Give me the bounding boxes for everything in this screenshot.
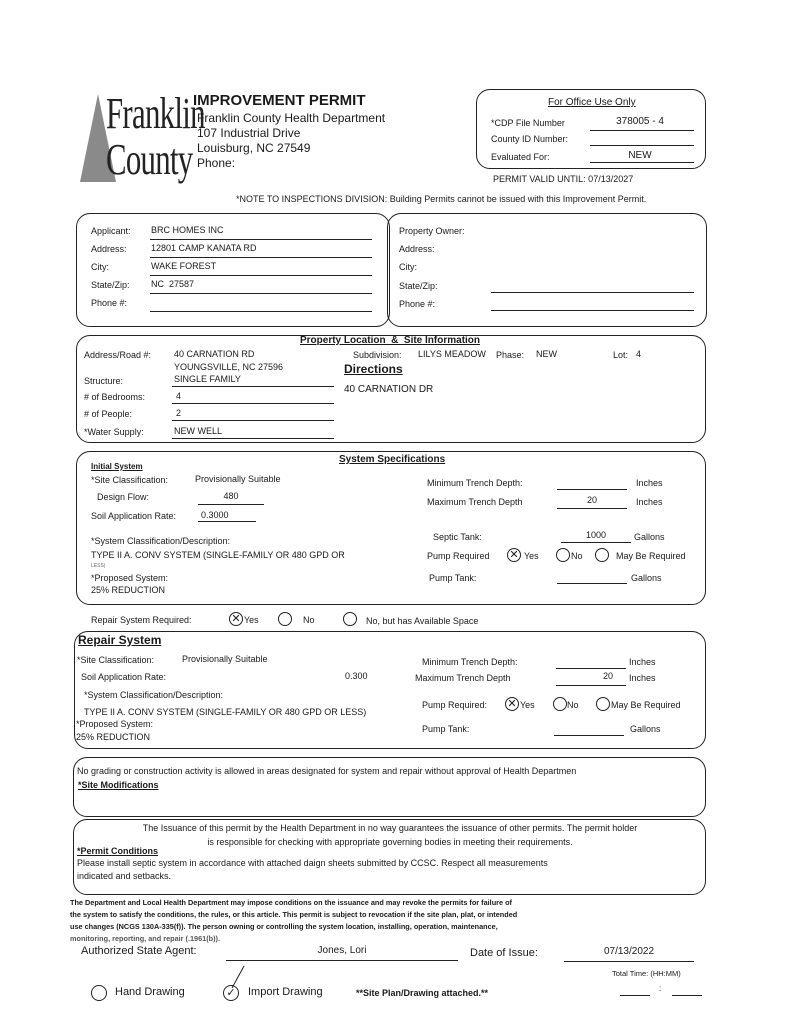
import-drawing-radio[interactable]: ✓ [223,985,239,1001]
repair-site-class-value: Provisionally Suitable [182,654,268,664]
address-road-line1: 40 CARNATION RD [174,349,255,359]
design-flow-value: 480 [223,491,239,501]
septic-tank-value: 1000 [585,530,607,540]
repair-no-radio[interactable] [278,612,292,626]
total-time-minutes-line [672,995,702,996]
people-label: # of People: [84,409,133,419]
date-of-issue-value: 07/13/2022 [603,946,655,957]
max-trench-value: 20 [586,495,597,505]
owner-address-label: Address: [399,244,435,254]
bedrooms-label: # of Bedrooms: [84,392,146,402]
repair-pump-maybe-label: May Be Required [611,700,681,710]
owner-label: Property Owner: [399,226,465,236]
repair-pump-tank-label: Pump Tank: [422,724,470,734]
system-specs-heading: System Specifications [339,454,446,465]
repair-min-trench-label: Minimum Trench Depth: [422,657,518,667]
site-class-label: *Site Classification: [91,475,169,485]
max-trench-label: Maximum Trench Depth [427,497,523,507]
pump-maybe-label: May Be Required [616,551,686,561]
bedrooms-line [172,403,334,404]
repair-max-trench-label: Maximum Trench Depth [415,673,511,683]
structure-value: SINGLE FAMILY [174,374,241,384]
min-trench-label: Minimum Trench Depth: [427,478,523,488]
soil-rate-line [198,521,256,522]
department-city: Louisburg, NC 27549 [197,141,311,155]
repair-proposed-value: 25% REDUCTION [76,732,151,742]
septic-tank-label: Septic Tank: [433,532,482,542]
pump-maybe-radio[interactable] [595,548,609,562]
phase-label: Phase: [496,350,525,360]
lot-label: Lot: [613,350,629,360]
applicant-address-label: Address: [91,244,127,254]
directions-value: 40 CARNATION DR [344,384,434,395]
applicant-phone-line [150,311,372,312]
legal-line-4: monitoring, reporting, and repair (.1961(b)). [70,934,221,943]
min-trench-unit: Inches [636,478,663,488]
county-id-line [590,145,694,146]
evaluated-for-label: Evaluated For: [491,152,550,162]
soil-rate-label: Soil Application Rate: [91,511,177,521]
pump-yes-radio[interactable]: ✕ [507,548,521,562]
repair-available-space-label: No, but has Available Space [366,616,479,626]
sys-class-overflow: LESS) [91,563,106,569]
repair-pump-tank-line [554,735,624,736]
applicant-city-line [150,275,372,276]
check-stroke-icon [228,964,248,990]
evaluated-for-value: NEW [628,150,652,161]
date-of-issue-line [564,961,694,962]
department-name: Franklin County Health Department [197,111,386,125]
subdivision-value: LILYS MEADOW [418,349,486,359]
authorized-agent-label: Authorized State Agent: [81,945,197,957]
septic-tank-line [561,542,631,543]
cdp-file-line [590,130,694,131]
site-mods-heading: *Site Modifications [78,780,159,790]
applicant-city-value: WAKE FOREST [151,261,217,271]
proposed-system-value: 25% REDUCTION [91,585,166,595]
evaluated-for-line [590,162,694,163]
repair-yes-radio[interactable]: ✕ [229,612,243,626]
conditions-disclaimer-1: The Issuance of this permit by the Health Department in no way guarantees the issuance of other permits. The permit holder [142,823,638,833]
phase-value: NEW [536,349,557,359]
pump-tank-unit: Gallons [631,573,662,583]
permit-title: IMPROVEMENT PERMIT [193,92,366,109]
applicant-phone-label: Phone #: [91,298,128,308]
people-value: 2 [176,408,182,418]
owner-phone-label: Phone #: [399,299,436,309]
legal-line-1: The Department and Local Health Department may impose conditions on the issuance and may revoke the permits for failure of [70,898,512,907]
site-plan-note: **Site Plan/Drawing attached.** [356,988,489,998]
county-id-label: County ID Number: [491,134,569,144]
repair-proposed-label: *Proposed System: [76,719,154,729]
applicant-line [150,239,372,240]
hand-drawing-label: Hand Drawing [115,986,185,998]
repair-pump-no-label: No [567,700,579,710]
applicant-label: Applicant: [91,226,131,236]
water-supply-line [172,438,334,439]
logo-county: County [106,135,193,184]
applicant-address-value: 12801 CAMP KANATA RD [151,243,257,253]
inspections-note: *NOTE TO INSPECTIONS DIVISION: Building Permits cannot be issued with this Improvement Permit. [236,194,647,204]
repair-max-trench-value: 20 [603,671,614,681]
hand-drawing-radio[interactable] [91,985,107,1001]
owner-city-label: City: [399,262,417,272]
address-road-label: Address/Road #: [84,350,152,360]
applicant-state-zip-value: NC 27587 [151,279,195,289]
property-heading: Property Location & Site Information [300,335,481,346]
initial-system-box [76,451,706,605]
department-phone-label: Phone: [197,156,236,170]
sys-class-value: TYPE II A. CONV SYSTEM (SINGLE-FAMILY OR 480 GPD OR [91,550,345,560]
repair-required-label: Repair System Required: [91,615,192,625]
repair-max-trench-unit: Inches [629,673,656,683]
applicant-city-label: City: [91,262,109,272]
repair-system-heading: Repair System [78,633,162,647]
repair-sys-class-label: *System Classification/Description: [84,690,224,700]
repair-sys-class-value: TYPE II A. CONV SYSTEM (SINGLE-FAMILY OR 480 GPD OR LESS) [84,707,367,717]
applicant-address-line [150,257,372,258]
subdivision-label: Subdivision: [353,350,402,360]
repair-pump-yes-radio[interactable]: ✕ [505,697,519,711]
authorized-agent-value: Jones, Lori [317,945,367,956]
structure-line [172,386,334,387]
design-flow-line [198,504,264,505]
repair-pump-maybe-radio[interactable] [596,697,610,711]
repair-pump-tank-unit: Gallons [630,724,661,734]
applicant-state-zip-line [150,293,372,294]
pump-required-label: Pump Required [427,551,490,561]
owner-phone-line [491,310,694,311]
repair-max-trench-line [556,685,626,686]
permit-conditions-line2: indicated and setbacks. [77,871,172,881]
initial-system-heading: Initial System [91,462,143,471]
soil-rate-value: 0.3000 [201,510,229,520]
date-of-issue-label: Date of Issue: [470,947,538,959]
permit-conditions-line1: Please install septic system in accordance with attached daign sheets submitted by CCSC. Respect all measurements [77,858,548,868]
authorized-agent-line [226,960,458,961]
department-street: 107 Industrial Drive [197,126,301,140]
pump-yes-label: Yes [524,551,539,561]
import-drawing-label: Import Drawing [248,986,323,998]
cdp-file-value: 378005 - 4 [616,116,664,127]
conditions-disclaimer-2: is responsible for checking with appropriate governing bodies in meeting their requirements. [207,837,573,847]
bedrooms-value: 4 [176,391,182,401]
repair-no-label: No [303,615,315,625]
repair-pump-no-radio[interactable] [553,697,567,711]
structure-label: Structure: [84,376,124,386]
legal-line-2: the system to satisfy the conditions, the rules, or this article. This permit is subject to revocation if the site plan, plat, or intended [70,910,518,919]
water-supply-label: *Water Supply: [84,427,144,437]
directions-heading: Directions [344,362,403,376]
repair-soil-rate-label: Soil Application Rate: [81,672,167,682]
max-trench-unit: Inches [636,497,663,507]
owner-state-zip-line [491,292,694,293]
repair-available-space-radio[interactable] [343,612,357,626]
max-trench-line [557,508,627,509]
site-mods-notice: No grading or construction activity is allowed in areas designated for system and repair without approval of Health Departmen [77,766,577,776]
proposed-system-label: *Proposed System: [91,573,169,583]
pump-tank-label: Pump Tank: [429,573,477,583]
pump-tank-line [557,583,627,584]
office-use-heading: For Office Use Only [548,97,636,108]
owner-state-zip-label: State/Zip: [399,281,438,291]
repair-pump-yes-label: Yes [520,700,535,710]
legal-line-3: use changes (NCGS 130A-335(f)). The person owning or controlling the system location, installing, operation, maintenance, [70,922,498,931]
lot-value: 4 [636,349,642,359]
site-class-value: Provisionally Suitable [195,474,281,484]
repair-min-trench-line [556,668,626,669]
repair-pump-required-label: Pump Required: [422,700,488,710]
sys-class-label: *System Classification/Description: [91,536,231,546]
applicant-state-zip-label: State/Zip: [91,280,130,290]
address-road-line2: YOUNGSVILLE, NC 27596 [174,362,284,372]
water-supply-value: NEW WELL [174,426,223,436]
design-flow-label: Design Flow: [97,492,150,502]
permit-valid-until: PERMIT VALID UNTIL: 07/13/2027 [493,174,634,184]
min-trench-line [557,489,627,490]
total-time-colon: : [659,984,662,993]
pump-no-label: No [571,551,583,561]
repair-min-trench-unit: Inches [629,657,656,667]
people-line [172,420,334,421]
logo-franklin: Franklin [106,89,205,138]
total-time-hours-line [620,995,650,996]
repair-yes-label: Yes [244,615,259,625]
permit-conditions-heading: *Permit Conditions [77,846,159,856]
repair-site-class-label: *Site Classification: [77,655,155,665]
septic-tank-unit: Gallons [634,532,665,542]
pump-no-radio[interactable] [556,548,570,562]
applicant-value: BRC HOMES INC [151,225,224,235]
total-time-label: Total Time: (HH:MM) [612,969,681,978]
repair-soil-rate-value: 0.300 [345,671,368,681]
cdp-file-label: *CDP File Number [491,118,565,128]
